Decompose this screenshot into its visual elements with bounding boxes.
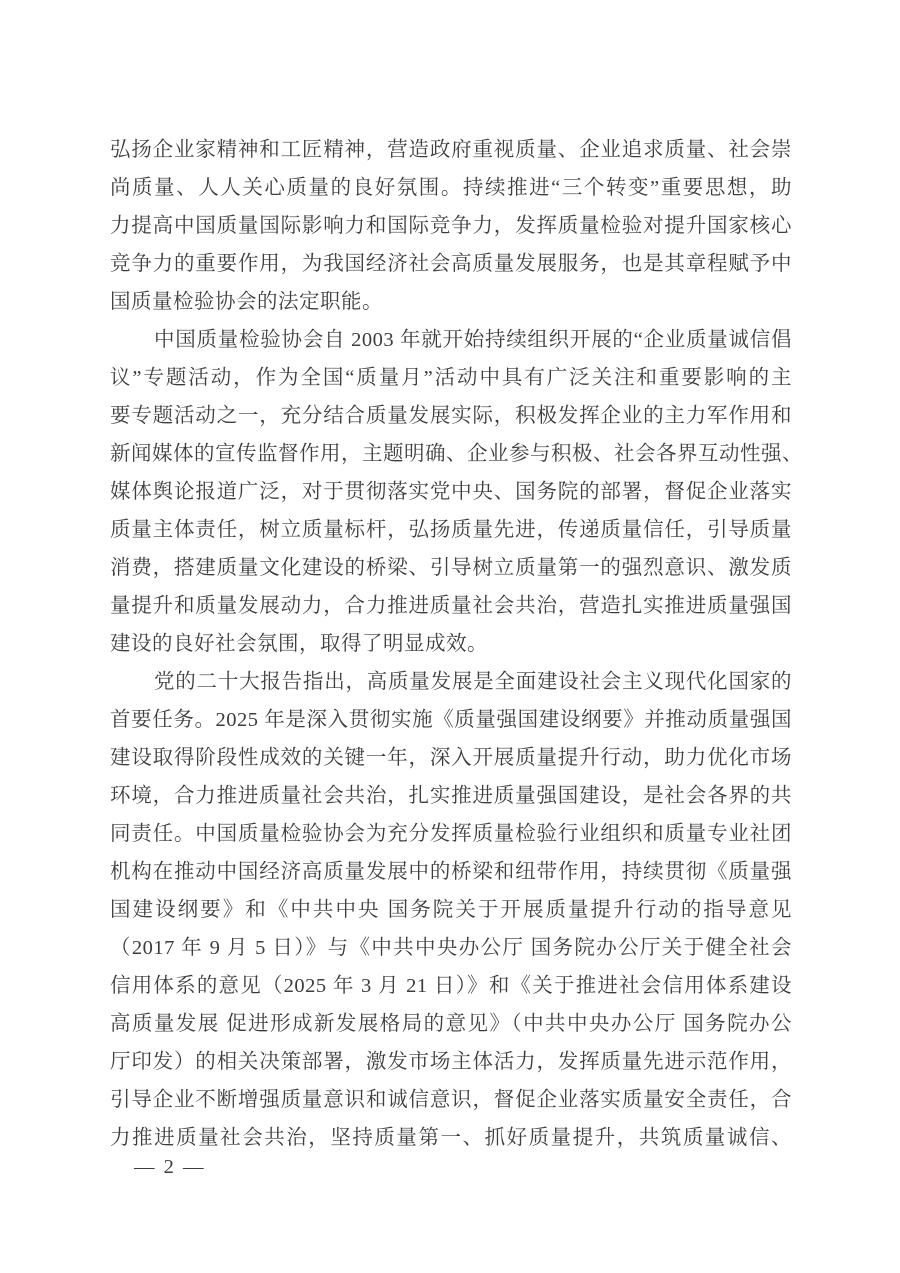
text-line: 新闻媒体的宣传监督作用，主题明确、企业参与积极、社会各界互动性强、 bbox=[110, 443, 803, 465]
text-line: 量提升和质量发展动力，合力推进质量社会共治，营造扎实推进质量强国 bbox=[110, 595, 792, 617]
text-line: 建设取得阶段性成效的关键一年，深入开展质量提升行动，助力优化市场 bbox=[110, 747, 792, 769]
text-line: （2017 年 9 月 5 日）》与《中共中央办公厅 国务院办公厅关于健全社会 bbox=[110, 937, 792, 959]
text-line: 机构在推动中国经济高质量发展中的桥梁和纽带作用，持续贯彻《质量强 bbox=[110, 861, 792, 883]
text-line: 国质量检验协会的法定职能。 bbox=[110, 291, 383, 313]
document-body bbox=[110, 131, 803, 1157]
text-line: 消费，搭建质量文化建设的桥梁、引导树立质量第一的强烈意识、激发质 bbox=[110, 557, 792, 579]
page-number: — 2 — bbox=[134, 1156, 206, 1178]
text-line: 同责任。中国质量检验协会为充分发挥质量检验行业组织和质量专业社团 bbox=[110, 823, 792, 845]
text-line: 质量主体责任，树立质量标杆，弘扬质量先进，传递质量信任，引导质量 bbox=[110, 519, 792, 541]
text-line: 引导企业不断增强质量意识和诚信意识，督促企业落实质量安全责任，合 bbox=[110, 1089, 792, 1111]
text-line: 高质量发展 促进形成新发展格局的意见》（中共中央办公厅 国务院办公 bbox=[110, 1013, 792, 1035]
text-line: 环境，合力推进质量社会共治，扎实推进质量强国建设，是社会各界的共 bbox=[110, 785, 792, 807]
text-line: 要专题活动之一，充分结合质量发展实际，积极发挥企业的主力军作用和 bbox=[110, 405, 792, 427]
text-line: 媒体舆论报道广泛，对于贯彻落实党中央、国务院的部署，督促企业落实 bbox=[110, 481, 792, 503]
text-line: 竞争力的重要作用，为我国经济社会高质量发展服务，也是其章程赋予中 bbox=[110, 253, 792, 275]
text-line: 尚质量、人人关心质量的良好氛围。持续推进“三个转变”重要思想，助 bbox=[110, 177, 792, 199]
text-line: 力提高中国质量国际影响力和国际竞争力，发挥质量检验对提升国家核心 bbox=[110, 215, 792, 237]
text-line: 首要任务。2025 年是深入贯彻实施《质量强国建设纲要》并推动质量强国 bbox=[110, 709, 792, 731]
text-line: 厅印发）的相关决策部署，激发市场主体活力，发挥质量先进示范作用， bbox=[110, 1051, 792, 1073]
text-line: 议”专题活动，作为全国“质量月”活动中具有广泛关注和重要影响的主 bbox=[110, 367, 792, 389]
paragraph bbox=[110, 131, 792, 321]
text-line: 力推进质量社会共治，坚持质量第一、抓好质量提升，共筑质量诚信、 bbox=[110, 1127, 792, 1149]
paragraph bbox=[110, 321, 803, 663]
text-line: 国建设纲要》和《中共中央 国务院关于开展质量提升行动的指导意见 bbox=[110, 899, 792, 921]
text-line: 党的二十大报告指出，高质量发展是全面建设社会主义现代化国家的 bbox=[154, 671, 792, 693]
text-line: 建设的良好社会氛围，取得了明显成效。 bbox=[110, 633, 488, 655]
text-line: 弘扬企业家精神和工匠精神，营造政府重视质量、企业追求质量、社会崇 bbox=[110, 139, 792, 161]
text-line: 信用体系的意见（2025 年 3 月 21 日）》和《关于推进社会信用体系建设 bbox=[110, 975, 792, 997]
text-line: 中国质量检验协会自 2003 年就开始持续组织开展的“企业质量诚信倡 bbox=[154, 329, 792, 351]
paragraph bbox=[110, 663, 792, 1157]
